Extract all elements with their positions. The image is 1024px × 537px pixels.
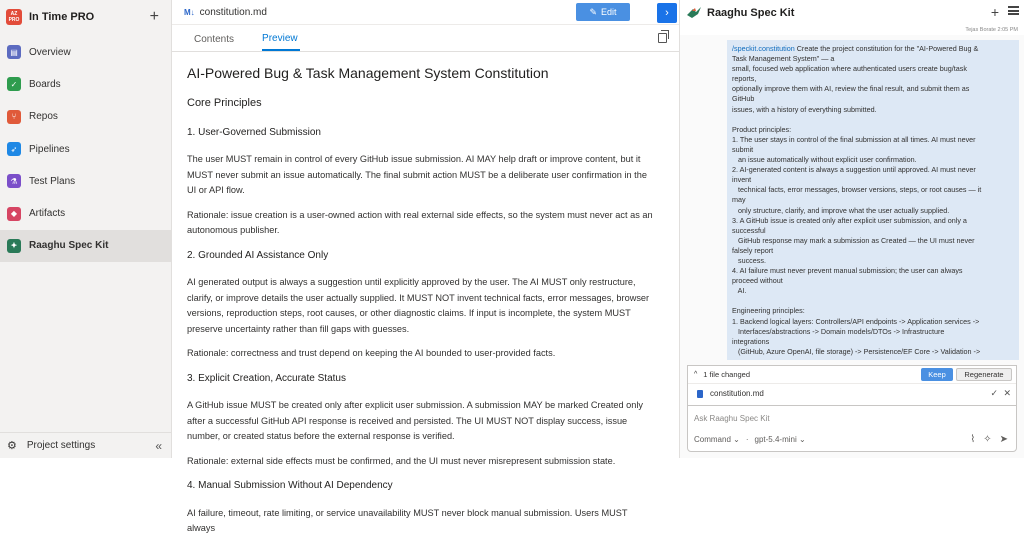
message-line: AI. <box>732 286 747 296</box>
mode-select[interactable] <box>694 435 740 444</box>
message-line: (GitHub, Azure OpenAI, file storage) -> Persistence/EF Core -> Validation -> <box>732 346 981 356</box>
message-line: submit <box>732 144 754 154</box>
copy-icon[interactable] <box>658 33 667 43</box>
file-name: constitution.md <box>199 6 267 18</box>
message-line <box>732 296 1015 306</box>
chat-panel <box>680 0 1024 458</box>
message-line: 2. AI-generated content is always a suggestion until approved. AI must never <box>732 165 976 175</box>
collapse-sidebar-icon[interactable]: « <box>155 438 162 453</box>
repos-icon: ⑂ <box>7 110 21 124</box>
message-line: proceed without <box>732 276 783 286</box>
document-preview <box>172 52 679 537</box>
pipelines-icon: ➶ <box>7 142 21 156</box>
separator: · <box>745 435 749 444</box>
sidebar-item-label: Boards <box>29 78 61 90</box>
model-label: gpt-5.4-mini <box>754 435 797 444</box>
tab-contents[interactable]: Contents <box>194 34 235 45</box>
gear-icon: ⚙ <box>7 440 17 452</box>
overview-icon: ▤ <box>7 45 21 59</box>
editor-tabs <box>172 25 679 52</box>
sidebar <box>0 0 172 458</box>
message-text: Create the project constitution for the "AI-Powered Bug & <box>794 44 979 53</box>
sidebar-item-repos[interactable] <box>0 101 171 133</box>
sidebar-item-overview[interactable] <box>0 36 171 68</box>
chevron-right-icon: › <box>665 7 669 19</box>
message-line: may <box>732 195 746 205</box>
sidebar-item-label: Overview <box>29 46 71 58</box>
changes-label: 1 file changed <box>703 370 750 379</box>
message-line: small, focused web application where authenticated users create bug/task <box>732 64 967 74</box>
chat-title: Raaghu Spec Kit <box>707 6 795 19</box>
file-icon <box>697 390 703 398</box>
keep-button[interactable]: Keep <box>921 368 953 381</box>
message-line: invent <box>732 175 752 185</box>
regenerate-button[interactable]: Regenerate <box>956 368 1012 381</box>
message-line <box>732 44 1015 54</box>
paragraph: Rationale: issue creation is a user-owned action with real external side effects, so the system must never act as an autonomous publisher. <box>187 209 653 235</box>
expand-chat-button[interactable] <box>657 3 677 23</box>
chat-input-placeholder: Ask Raaghu Spec Kit <box>694 414 770 423</box>
principle-heading: 1. User-Governed Submission <box>187 126 321 138</box>
edit-icon: ✎ <box>589 6 598 17</box>
principle-heading: 2. Grounded AI Assistance Only <box>187 249 329 261</box>
spec-kit-bird-icon <box>686 6 702 20</box>
accept-icon[interactable]: ✓ <box>990 388 998 398</box>
section-heading: Core Principles <box>187 97 262 109</box>
message-line: reports, <box>732 74 757 84</box>
attach-icon[interactable]: ⌇ <box>970 434 976 445</box>
user-message <box>727 40 1019 360</box>
file-header <box>172 0 679 25</box>
paragraph: Rationale: correctness and trust depend on keeping the AI bounded to user-provided facts. <box>187 348 556 358</box>
chevron-up-icon[interactable]: ^ <box>694 371 698 378</box>
project-settings-label: Project settings <box>26 440 96 451</box>
send-icon[interactable]: ➤ <box>999 434 1008 445</box>
markdown-icon: M↓ <box>184 7 195 17</box>
project-header[interactable] <box>0 0 171 34</box>
message-line: Interfaces/abstractions -> Domain models/DTOs -> Infrastructure <box>732 326 945 336</box>
sidebar-item-label: Raaghu Spec Kit <box>29 240 109 252</box>
changes-panel <box>687 365 1017 405</box>
reject-icon[interactable]: ✕ <box>1003 388 1011 398</box>
test-plans-icon: ⚗ <box>7 174 21 188</box>
sidebar-item-test-plans[interactable] <box>0 165 171 197</box>
sidebar-item-pipelines[interactable] <box>0 133 171 165</box>
message-author: Tejas Borate 2:05 PM <box>680 25 1024 35</box>
message-line: Product principles: <box>732 124 792 134</box>
project-settings[interactable] <box>0 432 172 458</box>
sidebar-item-boards[interactable] <box>0 68 171 100</box>
message-line: GitHub response may mark a submission as Created — the UI must never <box>732 235 975 245</box>
principle-heading: 3. Explicit Creation, Accurate Status <box>187 372 346 384</box>
project-name: In Time PRO <box>29 11 95 23</box>
message-line: an issue automatically without explicit user confirmation. <box>732 155 917 165</box>
message-line: optionally improve them with AI, review the final result, and submit them as <box>732 84 970 94</box>
sidebar-item-label: Test Plans <box>29 175 76 187</box>
message-line: 3. A GitHub issue is created only after explicit user submission, and only a <box>732 215 967 225</box>
message-line: technical facts, error messages, browser versions, steps, or root causes — it <box>732 185 982 195</box>
message-line: Task Management System" — a <box>732 54 835 64</box>
chat-input[interactable] <box>687 405 1017 452</box>
sidebar-nav <box>0 36 171 262</box>
message-line: Engineering principles: <box>732 306 805 316</box>
changes-header <box>688 366 1016 383</box>
changed-file-row[interactable] <box>688 383 1016 403</box>
sidebar-item-label: Repos <box>29 111 58 123</box>
message-line: 1. The user stays in control of the final submission at all times. AI must never <box>732 134 976 144</box>
principle-heading: 4. Manual Submission Without AI Dependency <box>187 480 393 491</box>
sidebar-item-label: Artifacts <box>29 208 66 220</box>
model-select[interactable] <box>755 435 806 444</box>
changed-file-name: constitution.md <box>710 389 764 398</box>
message-line: 1. Backend logical layers: Controllers/API endpoints -> Application services -> <box>732 316 980 326</box>
sidebar-item-spec-kit[interactable] <box>0 230 171 262</box>
chevron-down-icon: ⌄ <box>799 435 806 444</box>
spec-kit-icon: ✦ <box>7 239 21 253</box>
menu-icon[interactable] <box>1008 6 1019 15</box>
editor-pane <box>172 0 680 533</box>
message-line: successful <box>732 225 766 235</box>
add-icon[interactable]: + <box>149 8 159 25</box>
message-line: integrations <box>732 336 770 346</box>
sparkle-icon[interactable]: ✧ <box>983 434 992 445</box>
input-actions <box>970 434 1008 445</box>
message-line: GitHub <box>732 94 755 104</box>
tab-preview[interactable]: Preview <box>262 33 300 51</box>
message-line <box>732 115 1015 125</box>
chat-header <box>680 0 1024 25</box>
edit-button[interactable] <box>576 3 630 21</box>
document-title: AI-Powered Bug & Task Management System Constitution <box>187 65 549 81</box>
mode-label: Command <box>694 435 731 444</box>
paragraph: Rationale: external side effects must be confirmed, and the UI must never misrepresent submission state. <box>187 455 616 466</box>
command-text: /speckit.constitution <box>732 44 795 53</box>
message-line: success. <box>732 255 766 265</box>
sidebar-item-label: Pipelines <box>29 143 70 155</box>
paragraph: AI generated output is always a suggestion until explicitly approved by the user. The AI MUST only restructure, clarify, or improve details the user actually supplied. It MUST NOT invent technical facts, error messages, browser versions, reproduction steps, root causes, or other diagnostic claims. If input is incomplete, the system MUST preserve uncertainty rather than fill gaps with guesses. <box>187 277 650 334</box>
message-line: 4. AI failure must never prevent manual submission; the user can always <box>732 266 963 276</box>
message-line: issues, with a history of everything submitted. <box>732 104 877 114</box>
message-line: only structure, clarify, and improve what the user actually supplied. <box>732 205 950 215</box>
message-line: falsely report <box>732 245 774 255</box>
chat-input-toolbar <box>694 435 1014 444</box>
paragraph: A GitHub issue MUST be created only after explicit user submission. A submission MAY be marked Created only after a successful GitHub API response is received and persisted. The UI MUST NOT display success, issue number, or created status before the external response is verified. <box>187 400 644 441</box>
boards-icon: ✓ <box>7 77 21 91</box>
project-logo: AZ PRO <box>6 9 22 25</box>
edit-label: Edit <box>601 7 617 17</box>
paragraph: AI failure, timeout, rate limiting, or service unavailability MUST never block manual submission. Users MUST always <box>187 507 628 533</box>
artifacts-icon: ◆ <box>7 207 21 221</box>
new-chat-icon[interactable]: + <box>990 4 999 20</box>
sidebar-item-artifacts[interactable] <box>0 197 171 229</box>
paragraph: The user MUST remain in control of every GitHub issue submission. AI MAY help draft or improve content, but it MUST never submit an issue automatically. The final submit action MUST be a deliberate user confirmation in the UI or API flow. <box>187 154 647 195</box>
chevron-down-icon: ⌄ <box>733 435 740 444</box>
